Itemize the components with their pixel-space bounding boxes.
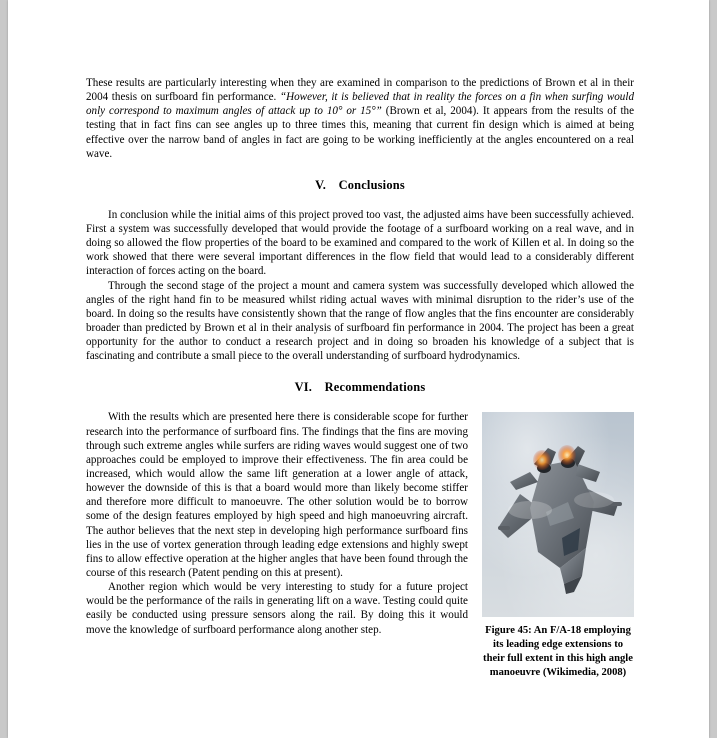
document-page xyxy=(8,0,709,738)
page-content xyxy=(86,76,634,680)
paragraph-recommendations-2: Another region which would be very interesting to study for a future project would be the performance of the rails in generating lift on a wave. Testing could quite easily be conducted using pressure sensors along the rail. By doing this it would move the knowledge of surfboard performance along another step. xyxy=(86,581,468,636)
fa-18-jet-photo xyxy=(482,412,634,617)
paragraph-recommendations-1: With the results which are presented here there is considerable scope for further research into the performance of surfboard fins. The findings that the fins are moving through such extreme angles while surfers are riding waves would suggest one of two approaches could be employed to improve their effectiveness. The fin area could be increased, which would allow the same lift generation at a lower angle of attack, however the downside of this is that a board would more than likely become stiffer and therefore more difficult to manoeuvre. The other solution would be to borrow some of the design features employed by high speed and high manoeuvring aircraft. The author believes that the next step in developing high performance surfboard fins lies in the use of vortex generation through leading edge extensions and highly swept fins to allow effective operation at the higher angles that have been found through the course of this research (Patent pending on this at present). xyxy=(86,411,468,579)
figure-45 xyxy=(482,412,634,680)
intro-text-b: (Brown et al, 2004). It appears from the results of the testing that in fact fins can see angles up to three times this, meaning that current fin design which is aimed at being effective over the narrow band of angles in fact are going to be working inefficiently at the angles encountered on a real wave. xyxy=(86,105,635,160)
paragraph-conclusions-1: In conclusion while the initial aims of this project proved too vast, the adjusted aims have been successfully achieved. First a system was successfully developed that would provide the footage of a surfboard working on a real wave, and in doing so allowed the flow properties of the board to be examined and compared to the work of Killen et al. In doing so the work showed that there were several important differences in the flow field that would lead to a considerably different interaction of forces acting on the board. xyxy=(86,208,634,278)
jet-aircraft-illustration xyxy=(490,442,628,602)
intro-quote: “However, it is believed that in reality the forces on a fin when surfing would only correspond to maximum angles of attack up to 10° or 15°” xyxy=(86,91,634,118)
heading-conclusions: V. Conclusions xyxy=(315,177,405,192)
recommendations-body xyxy=(86,410,634,679)
intro-text-a: These results are particularly interesting when they are examined in comparison to the predictions of Brown et al in their 2004 thesis on surfboard fin performance. xyxy=(86,77,634,104)
paragraph-intro xyxy=(86,76,634,161)
heading-recommendations: VI. Recommendations xyxy=(294,380,426,395)
paragraph-conclusions-2: Through the second stage of the project a mount and camera system was successfully developed which allowed the angles of the right hand fin to be measured whilst riding actual waves with minimal disruption to the rider’s use of the board. In doing so the results have consistently shown that the range of flow angles that the fins encounter are considerably broader than predicted by Brown et al in their analysis of surfboard fin performance in 2004. The project has been a great opportunity for the author to conduct a research project and in doing so broaden his knowledge of a subject that is fascinating and contribute a small piece to the overall understanding of surfboard hydrodynamics. xyxy=(86,279,634,363)
figure-caption: Figure 45: An F/A-18 employing its leading edge extensions to their full extent in this high angle manoeuvre (Wikimedia, 2008) xyxy=(483,625,633,679)
